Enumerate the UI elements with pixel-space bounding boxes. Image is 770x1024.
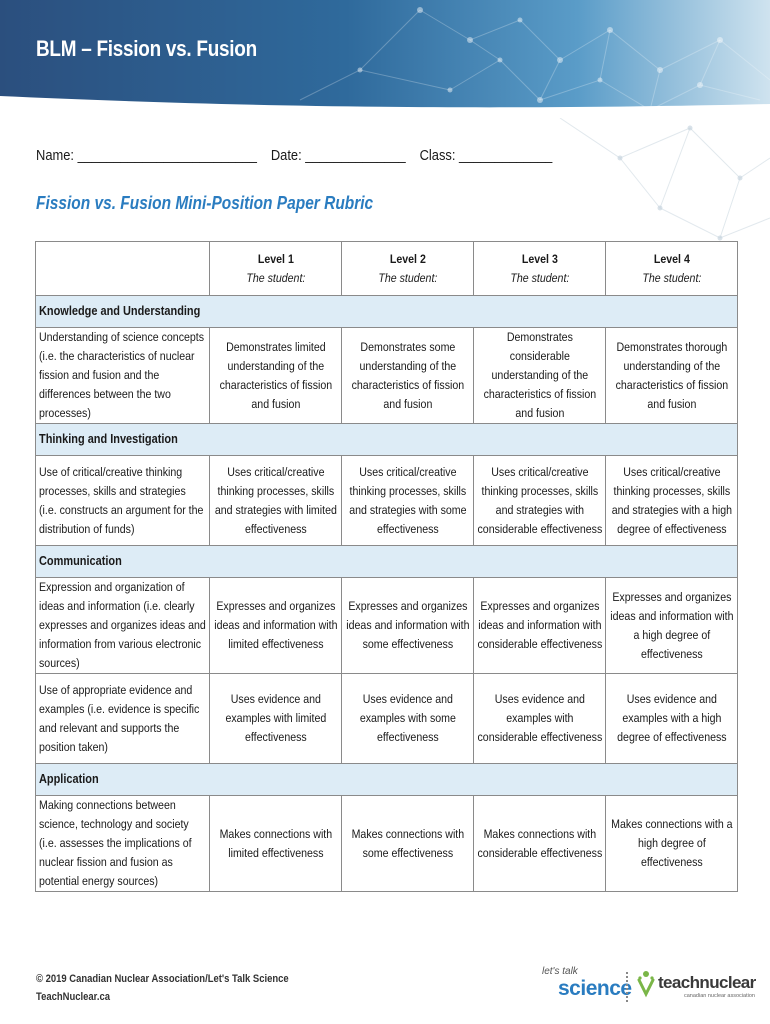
student-info-line	[36, 147, 563, 164]
table-row	[36, 578, 738, 674]
section-row-thinking	[36, 424, 738, 456]
criterion-cell: Understanding of science concepts (i.e. the characteristics of nuclear fission and fusion and the differences between the two processes)	[39, 330, 205, 420]
level-1-header: Level 1 The student:	[210, 242, 342, 296]
class-field[interactable]: Class: _____________	[419, 147, 553, 164]
level-cell: Demonstrates considerable understanding of the characteristics of fission and fusion	[483, 330, 596, 420]
level-cell: Uses evidence and examples with a high degree of effectiveness	[616, 692, 727, 744]
table-row	[36, 328, 738, 424]
level-cell: Uses critical/creative thinking processes, skills and strategies with some effectiveness	[348, 464, 467, 536]
level-cell: Makes connections with considerable effectiveness	[477, 826, 602, 860]
level-cell: Expresses and organizes ideas and information with some effectiveness	[345, 599, 470, 651]
criterion-cell: Expression and organization of ideas and information (i.e. clearly expresses and organizes ideas and information from various electronic sources)	[39, 580, 206, 670]
page-title: BLM – Fission vs. Fusion	[36, 36, 257, 61]
level-cell: Demonstrates some understanding of the characteristics of fission and fusion	[351, 339, 464, 411]
level-cell: Demonstrates limited understanding of the characteristics of fission and fusion	[219, 339, 332, 411]
section-row-communication	[36, 546, 738, 578]
level-2-header: Level 2 The student:	[342, 242, 474, 296]
section-label: Knowledge and Understanding	[39, 304, 201, 318]
footer-credits	[36, 970, 289, 1006]
table-row	[36, 456, 738, 546]
header-banner	[0, 0, 770, 118]
section-row-application	[36, 764, 738, 796]
section-label: Thinking and Investigation	[39, 432, 178, 446]
date-field[interactable]: Date: ______________	[270, 147, 406, 164]
level-cell: Uses critical/creative thinking processes, skills and strategies with a high degree of effectiveness	[611, 464, 732, 536]
lets-talk-science-logo: let's talk science	[542, 966, 632, 1000]
level-cell: Expresses and organizes ideas and information with limited effectiveness	[213, 599, 338, 651]
rubric-table	[35, 241, 738, 892]
level-cell: Makes connections with a high degree of effectiveness	[610, 817, 733, 869]
level-cell: Uses evidence and examples with considerable effectiveness	[477, 692, 602, 744]
level-cell: Expresses and organizes ideas and information with considerable effectiveness	[477, 599, 602, 651]
website-link[interactable]: TeachNuclear.ca	[36, 991, 110, 1003]
rubric-title: Fission vs. Fusion Mini-Position Paper Rubric	[36, 193, 374, 213]
criterion-cell: Making connections between science, technology and society (i.e. assesses the implications of nuclear fission and fusion as potential energy sources)	[39, 798, 192, 888]
level-cell: Uses evidence and examples with some effectiveness	[359, 692, 456, 744]
section-row-knowledge	[36, 296, 738, 328]
criterion-cell: Use of appropriate evidence and examples (i.e. evidence is specific and relevant and supports the position taken)	[39, 682, 200, 754]
section-label: Communication	[39, 554, 122, 568]
level-cell: Makes connections with limited effectiveness	[219, 826, 332, 860]
level-cell: Demonstrates thorough understanding of the characteristics of fission and fusion	[615, 339, 728, 411]
level-3-header: Level 3 The student:	[474, 242, 606, 296]
level-cell: Expresses and organizes ideas and information with a high degree of effectiveness	[609, 589, 734, 661]
level-cell: Makes connections with some effectiveness	[351, 826, 464, 860]
criterion-cell: Use of critical/creative thinking processes, skills and strategies (i.e. constructs an argument for the distribution of funds)	[39, 464, 204, 536]
level-cell: Uses critical/creative thinking processes, skills and strategies with considerable effectiveness	[477, 464, 602, 536]
name-field[interactable]: Name: _________________________	[36, 147, 257, 164]
level-cell: Uses critical/creative thinking processes, skills and strategies with limited effectiveness	[214, 464, 337, 536]
copyright-text: © 2019 Canadian Nuclear Association/Let's Talk Science	[36, 973, 289, 985]
section-label: Application	[39, 772, 99, 786]
teachnuclear-logo: teachnuclear canadian nuclear association	[636, 966, 746, 1006]
table-row	[36, 796, 738, 892]
level-cell: Uses evidence and examples with limited effectiveness	[225, 692, 326, 744]
table-header-row	[36, 242, 738, 296]
atom-mark-icon	[636, 968, 656, 998]
level-4-header: Level 4 The student:	[606, 242, 738, 296]
table-row	[36, 674, 738, 764]
logo-divider	[626, 972, 628, 1002]
header-empty-cell	[36, 242, 210, 296]
